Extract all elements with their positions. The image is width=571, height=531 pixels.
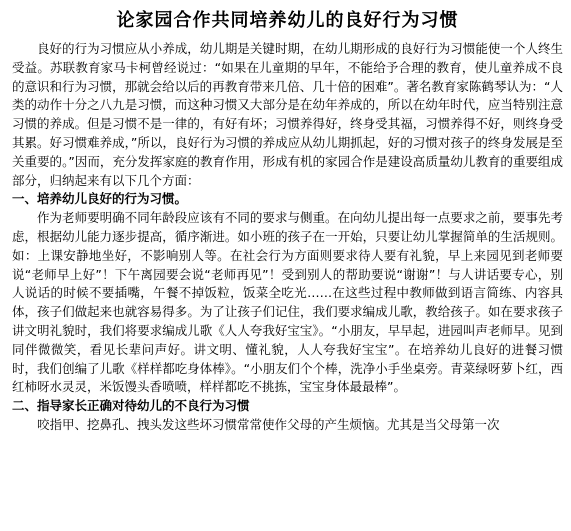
section-2-paragraph: 咬指甲、挖鼻孔、拽头发这些坏习惯常常使作父母的产生烦恼。尤其是当父母第一次 xyxy=(37,416,500,432)
section-2-heading: 二、指导家长正确对待幼儿的不良行为习惯 xyxy=(12,398,250,414)
section-1-paragraph: 作为老师要明确不同年龄段应该有不同的要求与侧重。在向幼儿提出每一点要求之前，要事先考虑，根据幼儿能力逐步提高，循序渐进。如小班的孩子在一开始，只要让幼儿掌握简单的生活规则。如：上课安静地坐好，不影响别人等。在社会行为方面则要求待人要有礼貌，早上来园见到老师要说“老师早上好”！下午离园要会说“老师再见”！受到别人的帮助要说“谢谢”！与人讲话要专心，别人说话的时候不要插嘴，午餐不掉饭粒，饭菜全吃光……在这些过程中教师做到语言简练、内容具体，孩子们做起来也就容易得多。为了让孩子们记住，我们要求编成儿歌，教给孩子。如在要求孩子讲文明礼貌时，我们将要求编成儿歌《人人夸我好宝宝》。“小朋友，早早起，进园叫声老师早。见到同伴微微笑，看见长辈问声好。讲文明、懂礼貌，人人夸我好宝宝”。在培养幼儿良好的进餐习惯时，我们创编了儿歌《样样都吃身体棒》。“小朋友们个个棒，洗净小手坐桌旁。青菜绿呀萝卜红，西红柿呀水灵灵，米饭馒头香喷喷，样样都吃不挑拣，宝宝身体最最棒”。 xyxy=(12,210,563,395)
document-title: 论家园合作共同培养幼儿的良好行为习惯 xyxy=(116,10,459,31)
section-1-heading: 一、培养幼儿良好的行为习惯。 xyxy=(12,191,188,207)
intro-paragraph: 良好的行为习惯应从小养成，幼儿期是关键时期，在幼儿期形成的良好行为习惯能使一个人终生受益。苏联教育家马卡柯曾经说过：“如果在儿童期的早年，不能给予合理的教育，使儿童养成不良的意识和行为习惯，那就会给以后的再教育带来几倍、几十倍的困难”。著名教育家陈鹤琴认为：“人类的动作十分之八九是习惯，而这种习惯又大部分是在幼年养成的，所以在幼年时代，应当特别注意习惯的养成。但是习惯不是一律的，有好有坏；习惯养得好，终身受其福，习惯养得不好，则终身受其累。好习惯难养成，”所以，良好行为习惯的养成应从幼儿期抓起，好的习惯对孩子的终身发展是至关重要的。”因而，充分发挥家庭的教育作用，形成有机的家园合作是建设高质量幼儿教育的重要组成部分，归纳起来有以下几个方面： xyxy=(12,41,563,188)
